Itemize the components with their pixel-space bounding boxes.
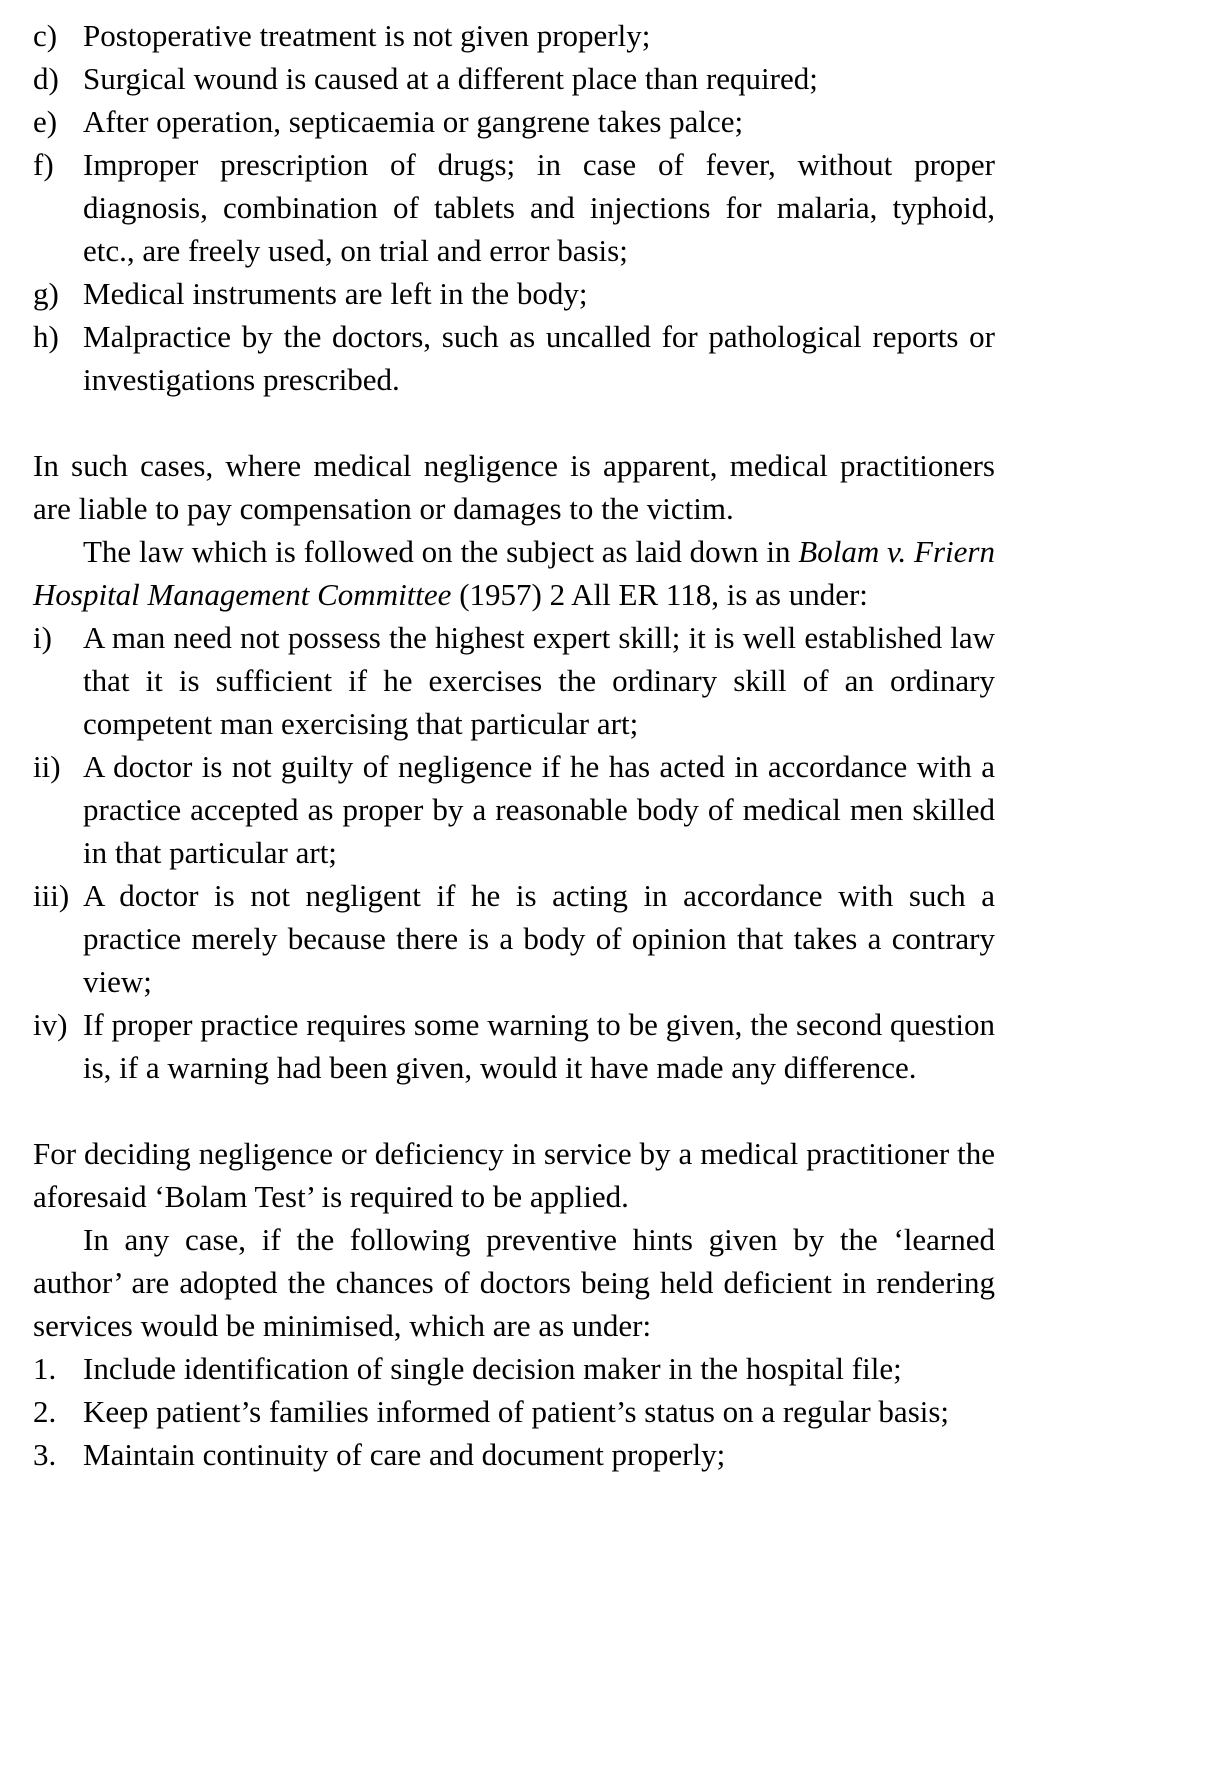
list-item-text: Postoperative treatment is not given properly; (83, 18, 651, 53)
numbered-list (33, 1347, 995, 1476)
list-marker: iii) (33, 878, 70, 913)
list-item-text: A man need not possess the highest expert skill; it is well established law that it is sufficient if he exercises the ordinary skill of an ordinary competent man exercising that particular art; (83, 620, 995, 741)
list-item-text: Malpractice by the doctors, such as uncalled for pathological reports or investigations prescribed. (83, 319, 995, 397)
list-item (33, 1433, 995, 1476)
list-item (33, 100, 995, 143)
list-item (33, 745, 995, 874)
list-item (33, 143, 995, 272)
list-item-text: If proper practice requires some warning to be given, the second question is, if a warning had been given, would it have made any difference. (83, 1007, 995, 1085)
list-item-text: After operation, septicaemia or gangrene takes palce; (83, 104, 744, 139)
list-marker: f) (33, 147, 54, 182)
list-marker: h) (33, 319, 59, 354)
list-marker: 1. (33, 1351, 57, 1386)
paragraph-bolam-test: For deciding negligence or deficiency in service by a medical practitioner the aforesaid ‘Bolam Test’ is required to be applied. (33, 1136, 995, 1214)
list-item (33, 1347, 995, 1390)
list-marker: i) (33, 620, 52, 655)
list-item (33, 315, 995, 401)
paragraph-liability: In such cases, where medical negligence is apparent, medical practitioners are liable to pay compensation or damages to the victim. (33, 448, 995, 526)
text-run: (1957) 2 All ER 118, is as under: (451, 577, 868, 612)
list-marker: g) (33, 276, 59, 311)
list-item (33, 272, 995, 315)
list-item-text: Maintain continuity of care and document properly; (83, 1437, 726, 1472)
list-marker: d) (33, 61, 59, 96)
case-name-italic: Bolam v. Friern Hospital Management Committee (33, 534, 995, 612)
list-item-text: Keep patient’s families informed of patient’s status on a regular basis; (83, 1394, 950, 1429)
list-item-text: Medical instruments are left in the body; (83, 276, 588, 311)
text-run: The law which is followed on the subject as laid down in (83, 534, 799, 569)
list-marker: e) (33, 104, 58, 139)
list-item (33, 616, 995, 745)
list-marker: 3. (33, 1437, 57, 1472)
lettered-list (33, 14, 995, 401)
list-item (33, 57, 995, 100)
list-marker: iv) (33, 1007, 68, 1042)
list-marker: c) (33, 18, 58, 53)
list-item (33, 874, 995, 1003)
list-item-text: A doctor is not guilty of negligence if he has acted in accordance with a practice accepted as proper by a reasonable body of medical men skilled in that particular art; (83, 749, 995, 870)
list-marker: 2. (33, 1394, 57, 1429)
list-item-text: A doctor is not negligent if he is acting in accordance with such a practice merely because there is a body of opinion that takes a contrary view; (83, 878, 995, 999)
list-item-text: Include identification of single decision maker in the hospital file; (83, 1351, 902, 1386)
paragraph-preventive-hints: In any case, if the following preventive hints given by the ‘learned author’ are adopted the chances of doctors being held deficient in rendering services would be minimised, which are as under: (33, 1222, 995, 1343)
list-item-text: Improper prescription of drugs; in case of fever, without proper diagnosis, combination of tablets and injections for malaria, typhoid, etc., are freely used, on trial and error basis; (83, 147, 995, 268)
roman-list (33, 616, 995, 1089)
list-marker: ii) (33, 749, 61, 784)
paragraph-bolam-citation (33, 530, 995, 616)
list-item (33, 14, 995, 57)
list-item (33, 1390, 995, 1433)
list-item (33, 1003, 995, 1089)
list-item-text: Surgical wound is caused at a different place than required; (83, 61, 818, 96)
